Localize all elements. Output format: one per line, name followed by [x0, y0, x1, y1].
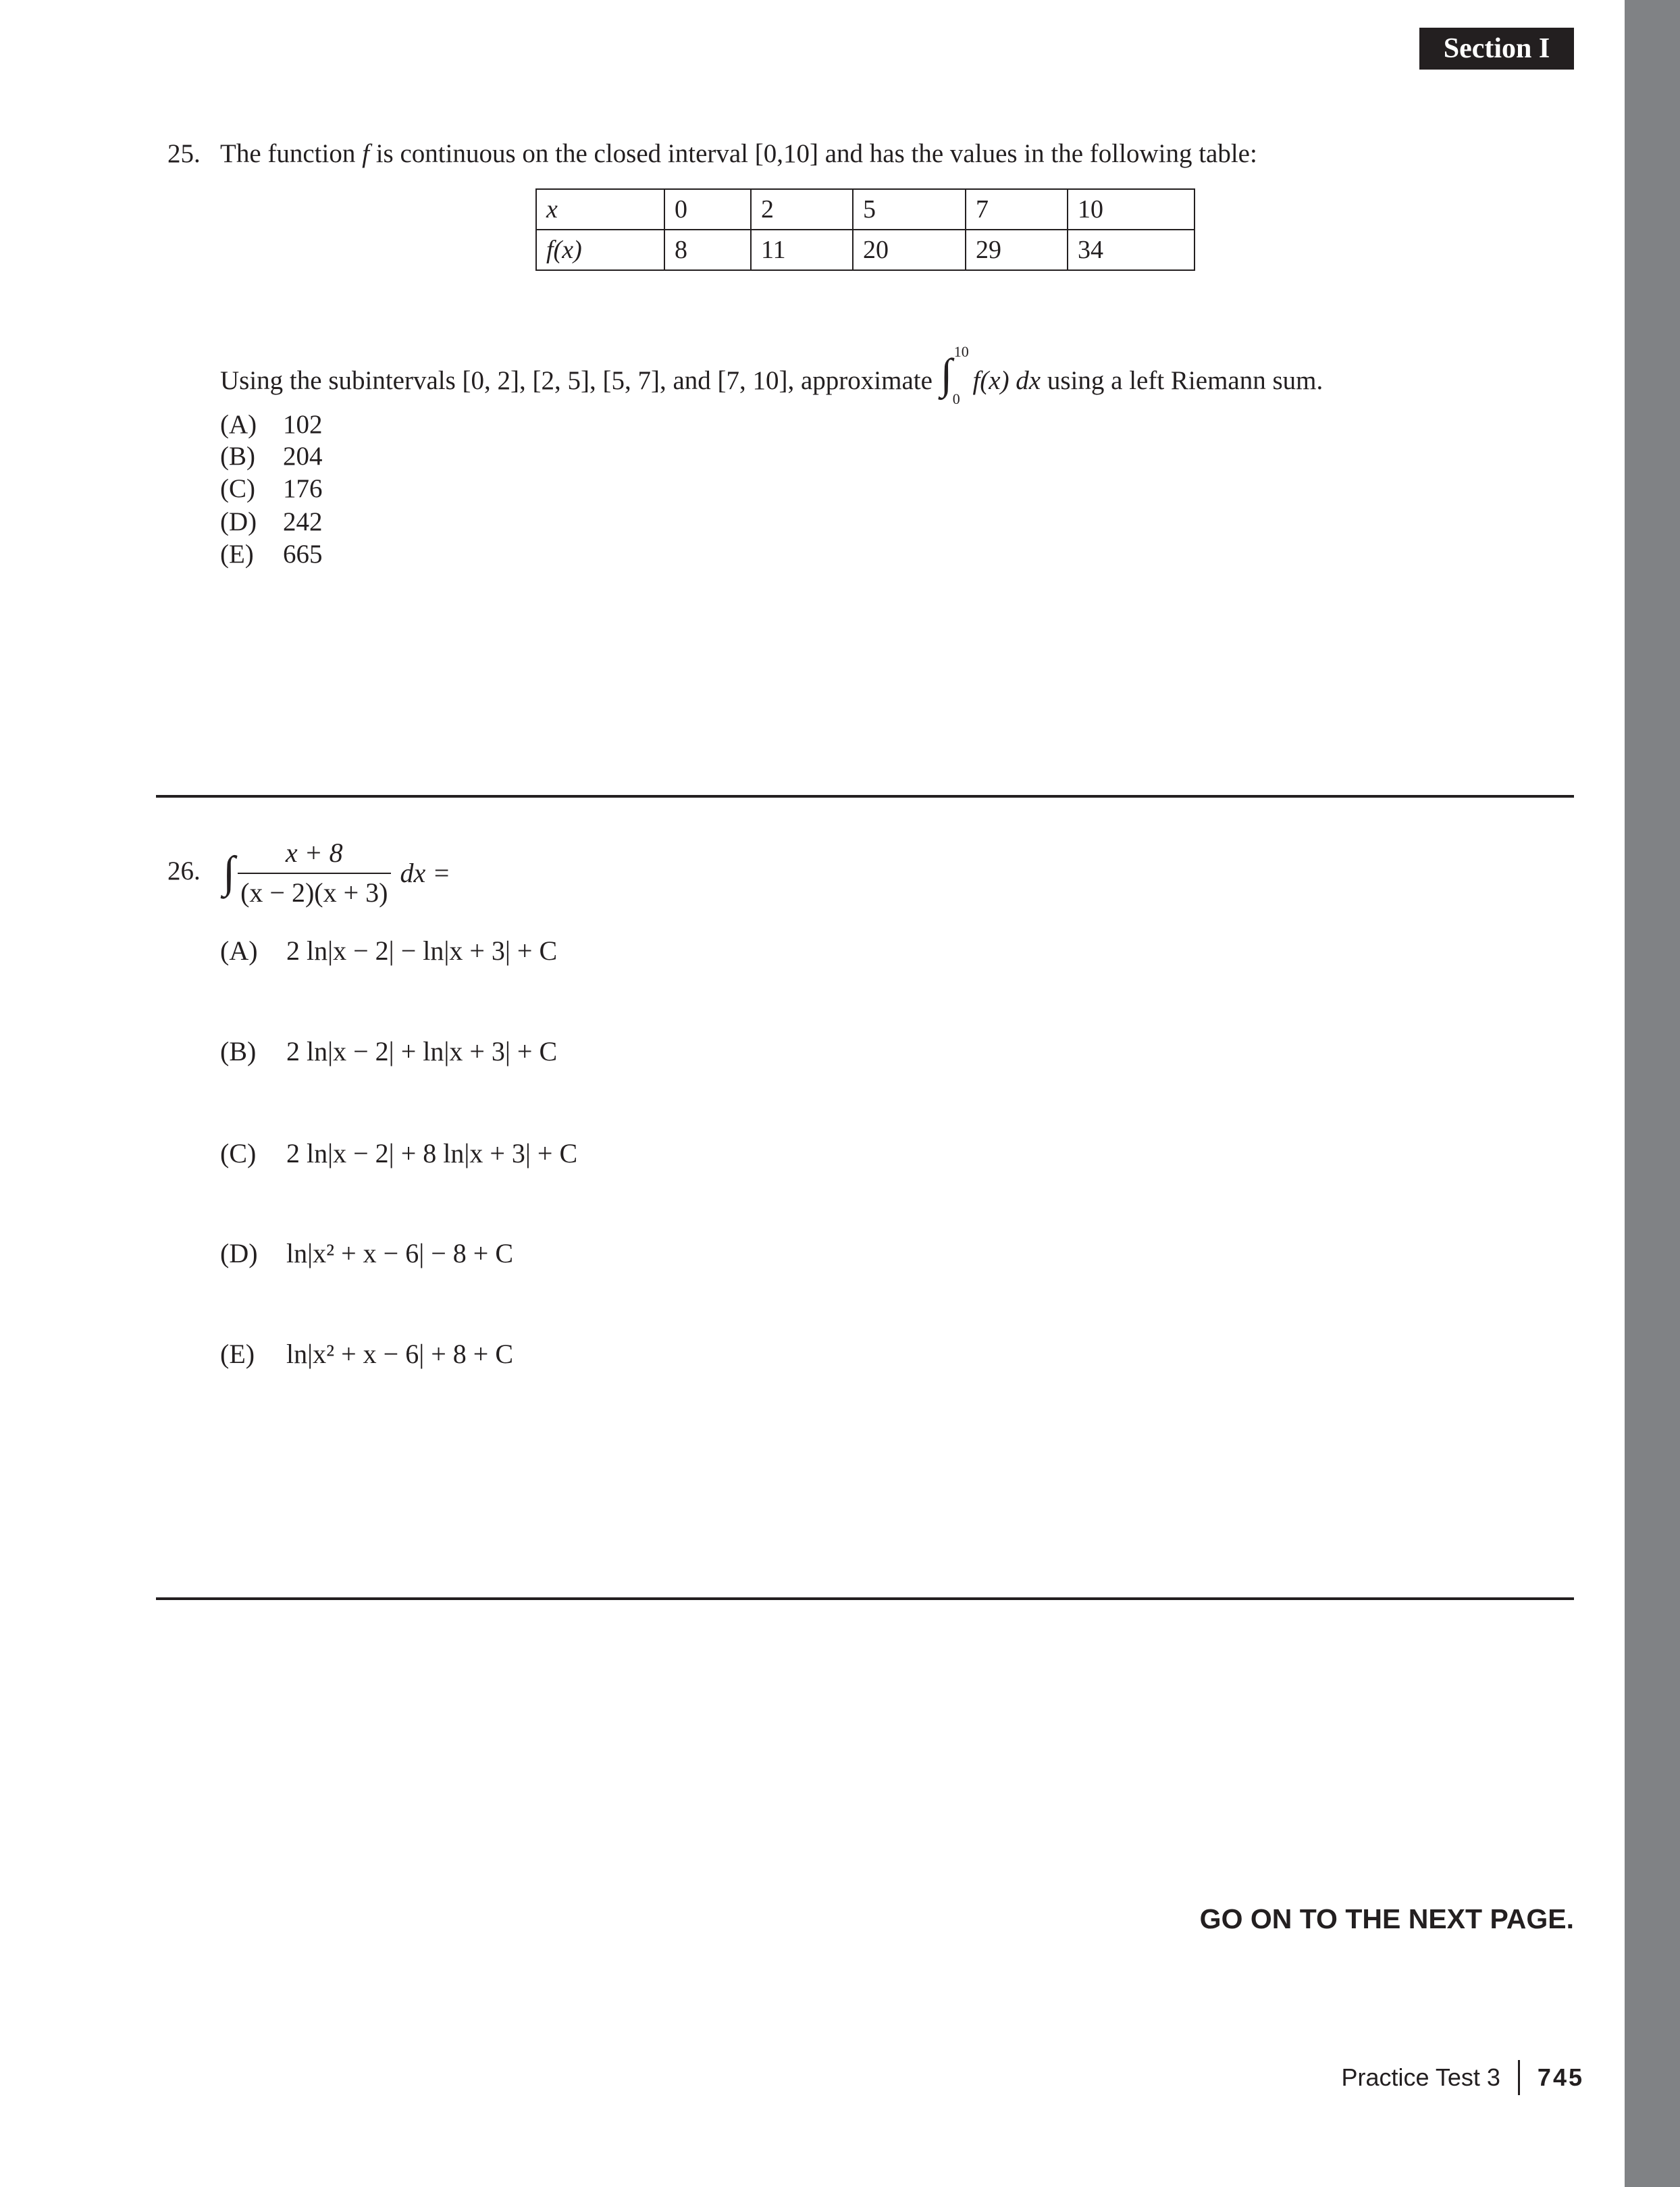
- choice-label: (E): [220, 1339, 255, 1369]
- values-table: [535, 188, 1195, 271]
- choice-value: 204: [283, 442, 323, 471]
- stem-text: is continuous on the closed interval [0,10] and has the values in the following table:: [369, 139, 1257, 168]
- table-cell: 34: [1068, 230, 1195, 270]
- numerator: x + 8: [285, 838, 343, 868]
- section-badge: Section I: [1419, 28, 1574, 70]
- dx-equals: dx =: [400, 857, 451, 888]
- choice-label: (C): [220, 474, 255, 503]
- question-number: 26.: [167, 856, 201, 885]
- row-header: f(x): [536, 230, 664, 270]
- divider: [156, 1597, 1574, 1600]
- choice-value: 2 ln|x − 2| + 8 ln|x + 3| + C: [286, 1138, 578, 1168]
- page-footer: [1341, 2060, 1584, 2095]
- fraction: [238, 837, 390, 908]
- table-cell: 10: [1068, 189, 1195, 230]
- choice-label: (A): [220, 935, 258, 966]
- choice-value: 102: [283, 410, 323, 439]
- choice-value: 2 ln|x − 2| − ln|x + 3| + C: [286, 935, 558, 966]
- stem-text: The function: [220, 139, 363, 168]
- choice-value: 665: [283, 540, 323, 569]
- table-cell: 2: [751, 189, 853, 230]
- choice-value: 176: [283, 474, 323, 503]
- choice-value: 2 ln|x − 2| + ln|x + 3| + C: [286, 1036, 558, 1066]
- integral-upper: 10: [953, 343, 969, 360]
- choice-label: (D): [220, 1238, 258, 1268]
- denominator: (x − 2)(x + 3): [238, 873, 390, 908]
- table-cell: 20: [853, 230, 966, 270]
- table-cell: 0: [664, 189, 751, 230]
- question-prompt: [220, 343, 1323, 407]
- choice-label: (B): [220, 442, 255, 471]
- choice-label: (C): [220, 1138, 257, 1168]
- table-row: [536, 189, 1195, 230]
- integral-sign: [939, 343, 969, 407]
- stem-f: f: [362, 139, 369, 168]
- choice-label: (D): [220, 507, 257, 536]
- row-header: x: [536, 189, 664, 230]
- integral-lower: 0: [952, 390, 960, 407]
- choice-value: ln|x² + x − 6| + 8 + C: [286, 1339, 514, 1369]
- integral-icon: ∫: [223, 848, 236, 897]
- table-cell: 29: [966, 230, 1068, 270]
- prompt-text: using a left Riemann sum.: [1047, 366, 1323, 395]
- choice-value: 242: [283, 507, 323, 536]
- integrand: f(x) dx: [972, 366, 1041, 395]
- divider: [156, 795, 1574, 798]
- choice-value: ln|x² + x − 6| − 8 + C: [286, 1238, 514, 1268]
- footer-separator: [1518, 2060, 1520, 2095]
- integral-expression: [223, 832, 450, 913]
- page-edge-tab: [1625, 0, 1680, 2187]
- go-on-notice: GO ON TO THE NEXT PAGE.: [1199, 1903, 1574, 1934]
- table-cell: 7: [966, 189, 1068, 230]
- question-stem: [220, 140, 1257, 167]
- integral-icon: ∫: [940, 350, 953, 398]
- choice-label: (B): [220, 1036, 257, 1066]
- table-row: [536, 230, 1195, 270]
- table-cell: 5: [853, 189, 966, 230]
- table-cell: 8: [664, 230, 751, 270]
- prompt-text: Using the subintervals [0, 2], [2, 5], [5, 7], and [7, 10], approximate: [220, 366, 933, 395]
- test-name: Practice Test 3: [1341, 2063, 1500, 2091]
- question-number: 25.: [167, 139, 201, 168]
- table-cell: 11: [751, 230, 853, 270]
- page-number: 745: [1537, 2063, 1584, 2091]
- choice-label: (A): [220, 410, 257, 439]
- choice-label: (E): [220, 540, 254, 569]
